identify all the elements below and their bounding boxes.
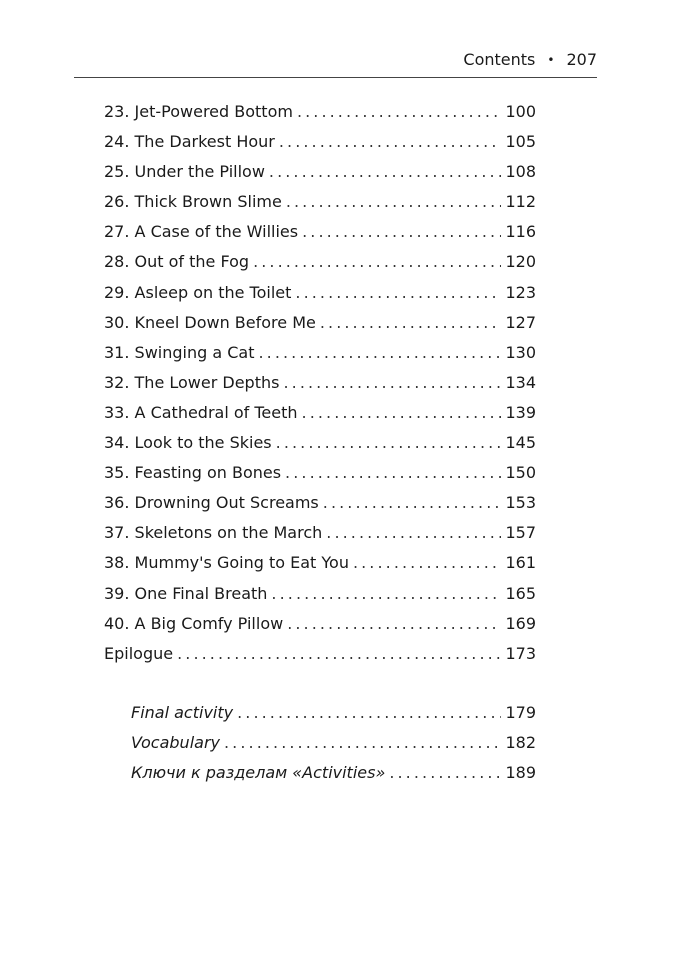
- dot-leader: [302, 217, 501, 247]
- toc-entry-page: 134: [505, 372, 536, 392]
- toc-entry-title: 30. Kneel Down Before Me: [104, 312, 316, 332]
- dot-leader: [302, 398, 502, 428]
- dot-leader: [177, 639, 501, 669]
- toc-entry: [104, 217, 536, 247]
- toc-entry-page: 120: [505, 252, 536, 272]
- toc-entry-title: 37. Skeletons on the March: [104, 523, 323, 543]
- toc-entry-page: 116: [505, 222, 536, 242]
- toc-entry-page: 189: [505, 763, 536, 783]
- chapter-list: [104, 97, 536, 669]
- toc-entry-title: 38. Mummy's Going to Eat You: [104, 553, 349, 573]
- toc-entry: [104, 247, 536, 277]
- dot-leader: [285, 458, 501, 488]
- toc-entry-title: Epilogue: [104, 643, 174, 663]
- toc-entry-final-activity: [131, 698, 536, 728]
- toc-entry-title: Ключи к разделам «Activities»: [131, 763, 386, 783]
- toc-entry-page: 145: [505, 433, 536, 453]
- toc-entry-page: 108: [505, 162, 536, 182]
- dot-leader: [320, 308, 502, 338]
- toc-entry-page: 105: [505, 132, 536, 152]
- toc-entry-title: 24. The Darkest Hour: [104, 132, 275, 152]
- toc-entry-answer-keys: [131, 758, 536, 788]
- toc-entry: [104, 488, 536, 518]
- toc-entry: [104, 609, 536, 639]
- toc-entry: [104, 278, 536, 308]
- toc-entry: [104, 579, 536, 609]
- toc-entry-title: 29. Asleep on the Toilet: [104, 282, 292, 302]
- dot-leader: [326, 518, 501, 548]
- toc-entry: [104, 97, 536, 127]
- dot-leader: [323, 488, 502, 518]
- toc-entry-page: 153: [505, 493, 536, 513]
- dot-leader: [224, 728, 501, 758]
- toc-entry-epilogue: [104, 639, 536, 669]
- toc-entry-title: Vocabulary: [131, 733, 220, 753]
- toc-entry-title: 25. Under the Pillow: [104, 162, 265, 182]
- header-separator: •: [547, 53, 555, 67]
- toc-entry-page: 139: [505, 402, 536, 422]
- header-section-title: Contents: [463, 50, 536, 69]
- toc-entry-page: 169: [505, 613, 536, 633]
- toc-entry-page: 130: [505, 342, 536, 362]
- toc-entry-title: 32. The Lower Depths: [104, 372, 280, 392]
- header-rule: [74, 77, 597, 78]
- toc-entry: [104, 548, 536, 578]
- toc-entry-title: 28. Out of the Fog: [104, 252, 250, 272]
- toc-entry-page: 173: [505, 643, 536, 663]
- dot-leader: [279, 127, 502, 157]
- dot-leader: [286, 187, 502, 217]
- toc-entry-title: 40. A Big Comfy Pillow: [104, 613, 284, 633]
- toc-entry-title: 36. Drowning Out Screams: [104, 493, 319, 513]
- toc-entry-title: 27. A Case of the Willies: [104, 222, 299, 242]
- toc-entry: [104, 127, 536, 157]
- toc-entry: [104, 428, 536, 458]
- dot-leader: [297, 97, 502, 127]
- toc-entry-page: 112: [505, 192, 536, 212]
- running-header: [74, 46, 597, 74]
- toc-entry-page: 127: [505, 312, 536, 332]
- toc-entry-title: 34. Look to the Skies: [104, 433, 272, 453]
- toc-entry-title: 33. A Cathedral of Teeth: [104, 402, 298, 422]
- toc-entry-title: Final activity: [131, 703, 234, 722]
- toc-entry: [104, 458, 536, 488]
- toc-entry-title: 31. Swinging a Cat: [104, 342, 255, 362]
- toc-entry: [104, 368, 536, 398]
- toc-entry-title: 39. One Final Breath: [104, 583, 268, 603]
- toc-entry: [104, 157, 536, 187]
- dot-leader: [237, 698, 501, 728]
- toc-entry: [104, 187, 536, 217]
- toc-entry-page: 150: [505, 463, 536, 483]
- toc-entry: [104, 518, 536, 548]
- appendix-list: [131, 698, 536, 788]
- dot-leader: [258, 338, 501, 368]
- header-page-number: 207: [566, 50, 597, 69]
- dot-leader: [353, 548, 502, 578]
- toc-entry-vocabulary: [131, 728, 536, 758]
- toc-entry-page: 165: [505, 583, 536, 603]
- toc-entry-page: 182: [505, 733, 536, 753]
- toc-entry: [104, 338, 536, 368]
- toc-entry-page: 100: [505, 102, 536, 121]
- toc-entry-title: 35. Feasting on Bones: [104, 463, 282, 483]
- toc-entry: [104, 398, 536, 428]
- dot-leader: [269, 157, 502, 187]
- toc-entry-page: 179: [505, 703, 536, 722]
- dot-leader: [389, 758, 501, 788]
- dot-leader: [283, 368, 501, 398]
- dot-leader: [271, 579, 501, 609]
- dot-leader: [253, 247, 501, 277]
- toc-entry-page: 157: [505, 523, 536, 543]
- toc-entry: [104, 308, 536, 338]
- toc-entry-page: 123: [505, 282, 536, 302]
- dot-leader: [276, 428, 502, 458]
- toc-entry-page: 161: [505, 553, 536, 573]
- dot-leader: [295, 278, 501, 308]
- dot-leader: [287, 609, 501, 639]
- toc-entry-title: 23. Jet-Powered Bottom: [104, 102, 293, 121]
- toc-entry-title: 26. Thick Brown Slime: [104, 192, 282, 212]
